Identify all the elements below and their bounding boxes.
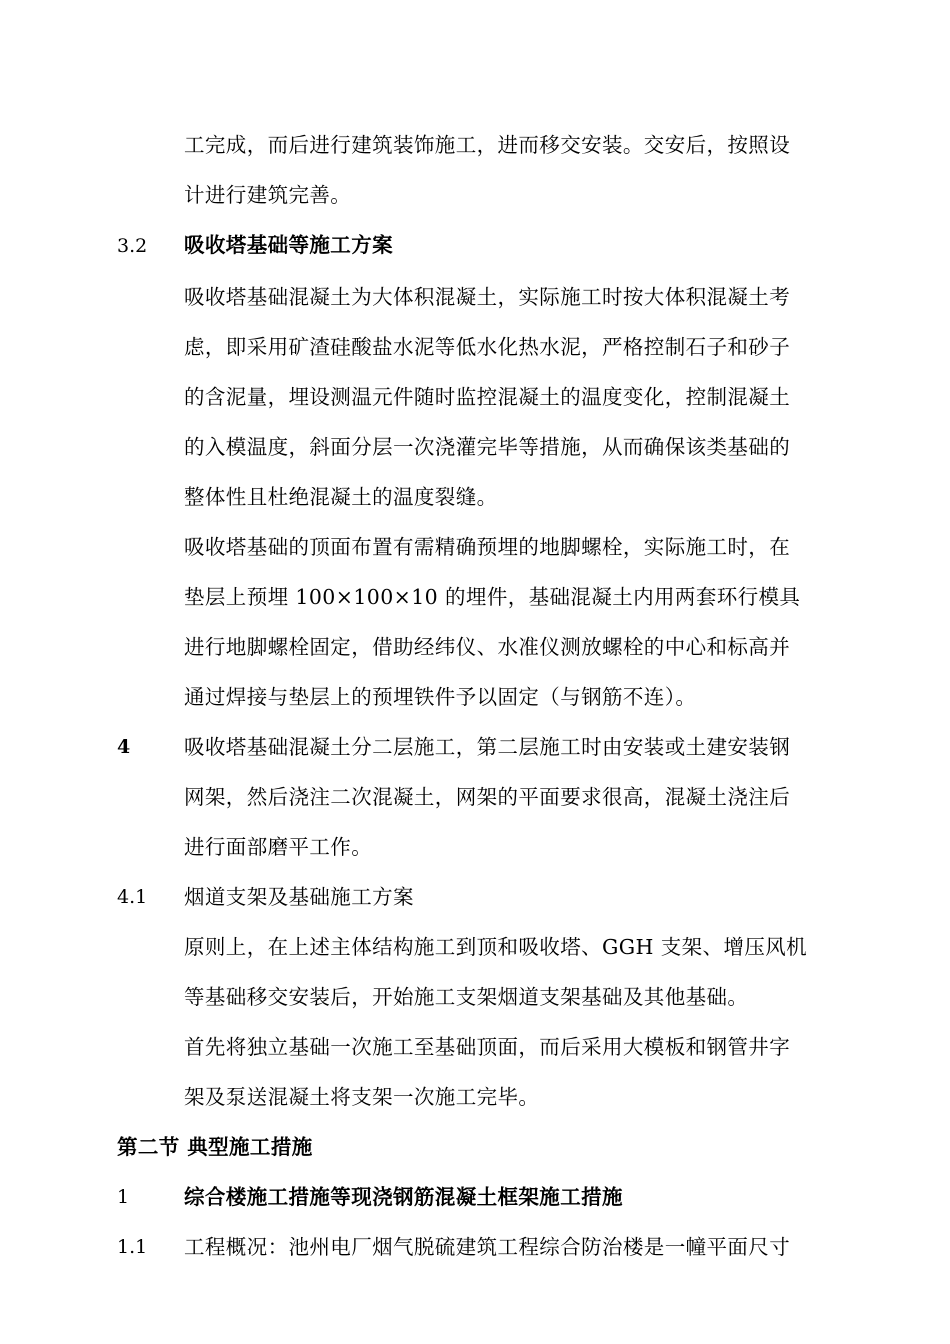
section-heading: 烟道支架及基础施工方案 (184, 885, 414, 909)
paragraph-line: 整体性且杜绝混凝土的温度裂缝。 (184, 485, 498, 509)
paragraph-line: 首先将独立基础一次施工至基础顶面，而后采用大模板和钢管井字 (184, 1035, 791, 1059)
paragraph-line: 进行面部磨平工作。 (184, 835, 373, 859)
paragraph-line: 吸收塔基础混凝土分二层施工，第二层施工时由安装或土建安装钢 (184, 735, 791, 759)
section-heading: 综合楼施工措施等现浇钢筋混凝土框架施工措施 (184, 1185, 623, 1209)
section-number: 1 (117, 1186, 130, 1208)
section-heading: 吸收塔基础等施工方案 (184, 233, 393, 257)
paragraph-line: 吸收塔基础混凝土为大体积混凝土，实际施工时按大体积混凝土考 (184, 285, 791, 309)
paragraph-line: 计进行建筑完善。 (184, 183, 352, 207)
section-number: 3.2 (117, 235, 148, 257)
paragraph-line: 网架，然后浇注二次混凝土，网架的平面要求很高，混凝土浇注后 (184, 785, 791, 809)
paragraph-line: 工完成，而后进行建筑装饰施工，进而移交安装。交安后，按照设 (184, 133, 791, 157)
paragraph-line: 通过焊接与垫层上的预埋铁件予以固定（与钢筋不连）。 (184, 685, 697, 709)
paragraph-line: 的含泥量，埋设测温元件随时监控混凝土的温度变化，控制混凝土 (184, 385, 791, 409)
chapter-heading: 第二节 典型施工措施 (117, 1135, 313, 1159)
section-number: 4 (117, 736, 131, 758)
paragraph-line: 进行地脚螺栓固定，借助经纬仪、水准仪测放螺栓的中心和标高并 (184, 635, 791, 659)
paragraph-line: 原则上，在上述主体结构施工到顶和吸收塔、GGH 支架、增压风机 (184, 935, 808, 959)
paragraph-line: 垫层上预埋 100×100×10 的埋件，基础混凝土内用两套环行模具 (184, 585, 801, 609)
paragraph-line: 等基础移交安装后，开始施工支架烟道支架基础及其他基础。 (184, 985, 749, 1009)
paragraph-line: 工程概况：池州电厂烟气脱硫建筑工程综合防治楼是一幢平面尺寸 (184, 1235, 791, 1259)
paragraph-line: 的入模温度，斜面分层一次浇灌完毕等措施，从而确保该类基础的 (184, 435, 791, 459)
paragraph-line: 吸收塔基础的顶面布置有需精确预埋的地脚螺栓，实际施工时，在 (184, 535, 791, 559)
paragraph-line: 架及泵送混凝土将支架一次施工完毕。 (184, 1085, 540, 1109)
paragraph-line: 虑，即采用矿渣硅酸盐水泥等低水化热水泥，严格控制石子和砂子 (184, 335, 791, 359)
section-number: 1.1 (117, 1236, 148, 1258)
section-number: 4.1 (117, 886, 148, 908)
